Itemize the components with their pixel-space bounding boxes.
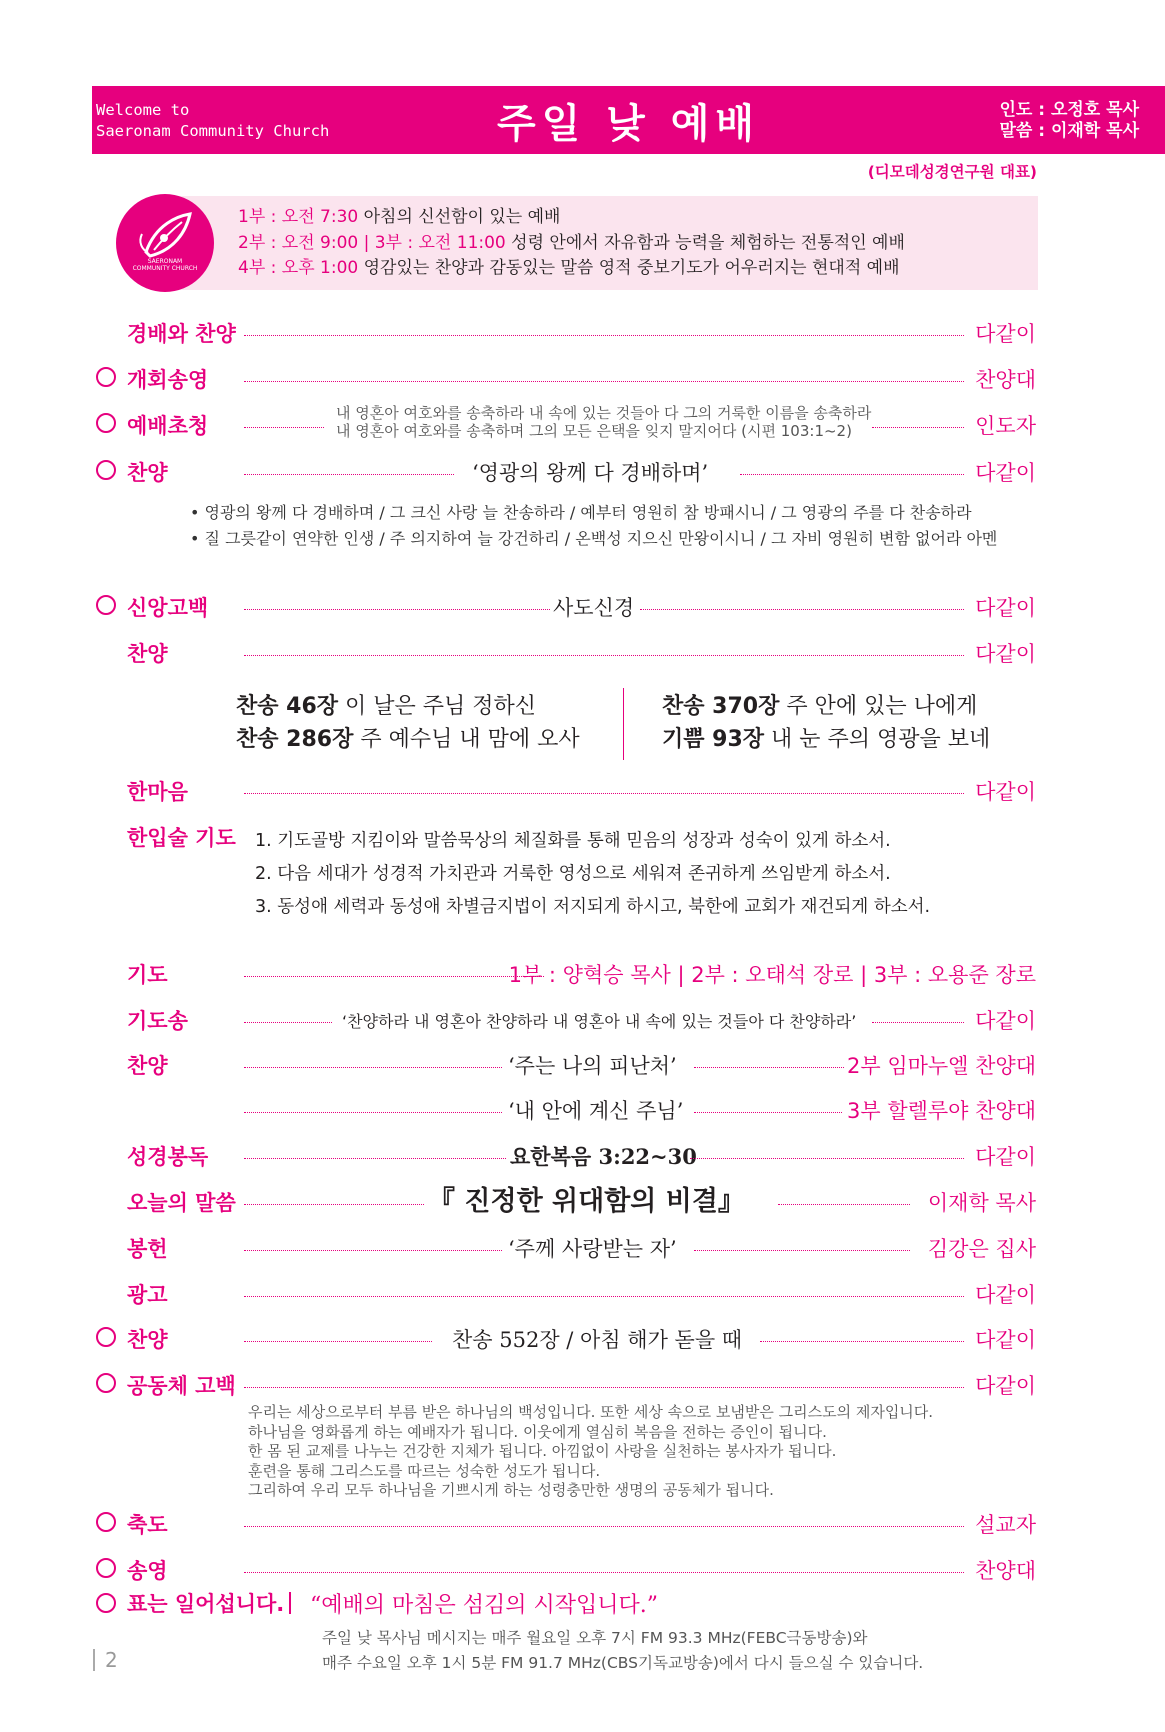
- praise-lyrics: [190, 500, 997, 552]
- order-label: 광고: [127, 1283, 168, 1307]
- verse-line: 내 영혼아 여호와를 송축하며 그의 모든 은택을 잊지 말지어다 (시편 103:1~2): [336, 422, 852, 440]
- order-confession: [0, 1368, 1165, 1400]
- order-leader: 다같이: [975, 1328, 1036, 1352]
- hymn-title: 주 안에 있는 나에게: [786, 694, 978, 719]
- order-benediction: [0, 1507, 1165, 1539]
- leader-dots: [872, 1022, 964, 1023]
- order-leader: 설교자: [975, 1513, 1036, 1537]
- standing-circle-icon: [96, 1558, 116, 1578]
- sermon-title: 『 진정한 위대함의 비결』: [428, 1186, 745, 1217]
- order-leader: 다같이: [975, 1283, 1036, 1307]
- leader-dots: [244, 335, 964, 336]
- logo-text-line1: SAERONAM: [147, 258, 183, 265]
- confession-line: 훈련을 통해 그리스도를 따르는 성숙한 성도가 됩니다.: [248, 1461, 601, 1480]
- order-label: 송영: [127, 1559, 168, 1583]
- speaker-affiliation: (디모데성경연구원 대표): [867, 163, 1037, 181]
- service-time: 1부 : 오전 7:30: [238, 207, 359, 227]
- order-label: 찬양: [127, 1054, 168, 1078]
- order-label: 한입술 기도: [127, 826, 236, 850]
- scripture-reference: 요한복음 3:22~30: [510, 1144, 697, 1169]
- prayer-song-text: ‘찬양하라 내 영혼아 찬양하라 내 영혼아 내 속에 있는 것들아 다 찬양하라’: [342, 1012, 857, 1031]
- leader-dots: [778, 1204, 910, 1205]
- order-label: 한마음: [127, 780, 188, 804]
- order-leader: 다같이: [975, 1145, 1036, 1169]
- lyrics-line: • 영광의 왕께 다 경배하며 / 그 크신 사랑 늘 찬송하라 / 예부터 영원히 참 방패시니 / 그 영광의 주를 다 찬송하라: [190, 503, 972, 522]
- hymn-divider: [623, 688, 624, 760]
- order-creed: [0, 590, 1165, 622]
- order-opening-song: [0, 362, 1165, 394]
- hymn-title: 내 눈 주의 영광을 보네: [771, 727, 991, 752]
- prayer-item: 1. 기도골방 지킴이와 말씀묵상의 체질화를 통해 믿음의 성장과 성숙이 있게 하소서.: [255, 831, 891, 851]
- page-tick: [93, 1649, 95, 1671]
- leader-dots: [872, 427, 964, 428]
- leader-dots: [244, 1341, 432, 1342]
- service-desc: 성령 안에서 자유함과 능력을 체험하는 전통적인 예배: [511, 232, 905, 253]
- broadcast-line: 주일 낮 목사님 메시지는 매주 월요일 오후 7시 FM 93.3 MHz(FEBC극동방송)와: [322, 1629, 868, 1647]
- leader-dots: [244, 427, 324, 428]
- service-time: 2부 : 오전 9:00 | 3부 : 오전 11:00: [238, 232, 506, 253]
- leader-dots: [244, 793, 964, 794]
- creed-title: 사도신경: [553, 596, 635, 620]
- hymn-number: 기쁨 93장: [662, 727, 765, 752]
- order-prayer-song: [0, 1003, 1165, 1035]
- order-label: 봉헌: [127, 1237, 168, 1261]
- hymn-number: 찬송 46장: [236, 694, 339, 719]
- order-praise-3: [0, 1322, 1165, 1354]
- preacher-name: 이재학 목사: [927, 1191, 1036, 1215]
- order-label: 찬양: [127, 461, 168, 485]
- hymn-item: [662, 723, 990, 756]
- leader-dots: [244, 1158, 506, 1159]
- prayer-item: 2. 다음 세대가 성경적 가치관과 거룩한 영성으로 세워져 존귀하게 쓰임받게 하소서.: [255, 864, 891, 884]
- confession-text: [248, 1403, 933, 1501]
- leader-dots: [244, 1067, 502, 1068]
- leader-dots: [244, 1204, 424, 1205]
- broadcast-info: [322, 1626, 923, 1676]
- page-number: [93, 1648, 118, 1672]
- order-label: 예배초청: [127, 414, 209, 438]
- leader-dots: [244, 1296, 964, 1297]
- leader-dots: [244, 1112, 502, 1113]
- verse-line: 내 영혼아 여호와를 송축하라 내 속에 있는 것들아 다 그의 거룩한 이름을 송축하라: [336, 404, 872, 422]
- order-scripture: [0, 1139, 1165, 1171]
- service-times: [238, 205, 905, 282]
- offering-song: ‘주께 사랑받는 자’: [508, 1237, 677, 1261]
- order-label: 오늘의 말씀: [127, 1191, 236, 1215]
- leader-dots: [760, 1341, 964, 1342]
- header-banner: [92, 86, 1165, 154]
- prayer-item: 3. 동성애 세력과 동성애 차별금지법이 저지되게 하시고, 북한에 교회가 재건되게 하소서.: [255, 897, 931, 917]
- speaker-line: 말씀 : 이재학 목사: [999, 121, 1139, 141]
- choir-name: 2부 임마누엘 찬양대: [847, 1054, 1036, 1078]
- leader-dots: [740, 474, 964, 475]
- leader-dots: [244, 655, 964, 656]
- order-label: 기도: [127, 963, 168, 987]
- service-desc: 영감있는 찬양과 감동있는 말씀 영적 중보기도가 어우러지는 현대적 예배: [363, 258, 900, 278]
- confession-line: 우리는 세상으로부터 부름 받은 하나님의 백성입니다. 또한 세상 속으로 보냄받은 그리스도의 제자입니다.: [248, 1403, 934, 1421]
- leader-dots: [244, 474, 454, 475]
- standing-note-text: 표는 일어섭니다.: [127, 1592, 285, 1616]
- order-leader: 다같이: [975, 1374, 1036, 1398]
- leader-dots: [244, 1526, 964, 1527]
- order-leader: 다같이: [975, 596, 1036, 620]
- call-to-worship-verse: [336, 404, 871, 440]
- standing-circle-icon: [96, 595, 116, 615]
- leader-line: 인도 : 오정호 목사: [999, 100, 1139, 120]
- offering-leader: 김강은 집사: [927, 1237, 1036, 1261]
- page-number-text: 2: [105, 1648, 118, 1672]
- hymn-list-left: [236, 690, 580, 756]
- order-sermon: [0, 1185, 1165, 1217]
- order-leader: 다같이: [975, 642, 1036, 666]
- order-offering: [0, 1231, 1165, 1263]
- lyrics-line: • 질 그릇같이 연약한 인생 / 주 의지하여 늘 강건하리 / 온백성 지으신 만왕이시니 / 그 자비 영원히 변함 없어라 아멘: [190, 529, 998, 548]
- leaders: [999, 100, 1139, 142]
- order-one-heart: [0, 774, 1165, 806]
- standing-circle-icon: [96, 1373, 116, 1393]
- leader-dots: [244, 1572, 964, 1573]
- standing-circle-icon: [96, 1593, 116, 1613]
- leader-dots: [640, 609, 964, 610]
- order-label: 경배와 찬양: [127, 322, 236, 346]
- leader-dots: [694, 1250, 910, 1251]
- closing-quote: “예배의 마침은 섬김의 시작입니다.”: [310, 1593, 658, 1618]
- divider: [289, 1592, 291, 1614]
- page-title: 주일 낮 예배: [496, 101, 761, 147]
- hymn-title: 주 예수님 내 맘에 오사: [360, 727, 580, 752]
- order-leader: 다같이: [975, 461, 1036, 485]
- service-time: 4부 : 오후 1:00: [238, 258, 359, 278]
- order-praise-2: [0, 636, 1165, 668]
- order-leader: 다같이: [975, 322, 1036, 346]
- song-title: ‘내 안에 계신 주님’: [508, 1099, 684, 1123]
- leader-dots: [244, 609, 550, 610]
- hymn-number: 찬송 370장: [662, 694, 780, 719]
- order-leader: 찬양대: [975, 368, 1036, 392]
- standing-circle-icon: [96, 1327, 116, 1347]
- leader-dots: [690, 1158, 964, 1159]
- order-leader: 다같이: [975, 1009, 1036, 1033]
- leader-dots: [244, 976, 544, 977]
- order-label: 기도송: [127, 1009, 188, 1033]
- hymn-item: [236, 690, 580, 723]
- service-desc: 아침의 신선함이 있는 예배: [363, 207, 561, 227]
- order-worship-praise: [0, 316, 1165, 348]
- hymn-list-right: [662, 690, 990, 756]
- logo-text-line2: COMMUNITY CHURCH: [132, 265, 198, 272]
- standing-circle-icon: [96, 460, 116, 480]
- order-prayer: [0, 957, 1165, 989]
- song-title: ‘영광의 왕께 다 경배하며’: [472, 461, 709, 485]
- standing-circle-icon: [96, 413, 116, 433]
- song-title: ‘주는 나의 피난처’: [508, 1054, 677, 1078]
- order-announcements: [0, 1277, 1165, 1309]
- order-praise-1: [0, 455, 1165, 487]
- order-label: 찬양: [127, 642, 168, 666]
- order-label: 신앙고백: [127, 596, 209, 620]
- service-time-row: [238, 231, 905, 257]
- leader-dots: [694, 1112, 842, 1113]
- leader-dots: [244, 381, 964, 382]
- leader-dots: [694, 1067, 844, 1068]
- broadcast-line: 매주 수요일 오후 1시 5분 FM 91.7 MHz(CBS기독교방송)에서 다시 들으실 수 있습니다.: [322, 1654, 924, 1672]
- order-label: 성경봉독: [127, 1145, 209, 1169]
- prayer-list: [255, 825, 930, 924]
- confession-line: 그리하여 우리 모두 하나님을 기쁘시게 하는 성령충만한 생명의 공동체가 됩니다.: [248, 1481, 774, 1499]
- order-label: 개회송영: [127, 368, 209, 392]
- leader-dots: [244, 1022, 332, 1023]
- order-choir-2: [0, 1093, 1165, 1125]
- standing-circle-icon: [96, 367, 116, 387]
- song-title: 찬송 552장 / 아침 해가 돋을 때: [452, 1328, 743, 1352]
- hymn-title: 이 날은 주님 정하신: [345, 694, 537, 719]
- order-leader: 다같이: [975, 780, 1036, 804]
- order-leader: 찬양대: [975, 1559, 1036, 1583]
- service-time-row: [238, 205, 905, 231]
- confession-line: 한 몸 된 교제를 나누는 건강한 지체가 됩니다. 아낌없이 사랑을 실천하는 봉사자가 됩니다.: [248, 1442, 837, 1460]
- order-choir-1: [0, 1048, 1165, 1080]
- leader-dots: [244, 1387, 964, 1388]
- order-closing-song: [0, 1553, 1165, 1585]
- welcome-line2: Saeronam Community Church: [96, 122, 330, 140]
- church-logo-icon: [116, 194, 214, 292]
- order-label: 공동체 고백: [127, 1374, 236, 1398]
- standing-circle-icon: [96, 1512, 116, 1532]
- service-time-row: [238, 256, 905, 282]
- prayer-leaders: 1부 : 양혁승 목사 | 2부 : 오태석 장로 | 3부 : 오용준 장로: [508, 963, 1036, 987]
- order-leader: 인도자: [975, 414, 1036, 438]
- order-label: 축도: [127, 1513, 168, 1537]
- choir-name: 3부 할렐루야 찬양대: [847, 1099, 1036, 1123]
- welcome-line1: Welcome to: [96, 101, 190, 119]
- hymn-item: [236, 723, 580, 756]
- order-label: 찬양: [127, 1328, 168, 1352]
- hymn-item: [662, 690, 990, 723]
- logo-leaf-icon: [116, 194, 214, 292]
- leader-dots: [244, 1250, 502, 1251]
- hymn-number: 찬송 286장: [236, 727, 354, 752]
- confession-line: 하나님을 영화롭게 하는 예배자가 됩니다. 이웃에게 열심히 복음을 전하는 증인이 됩니다.: [248, 1422, 827, 1441]
